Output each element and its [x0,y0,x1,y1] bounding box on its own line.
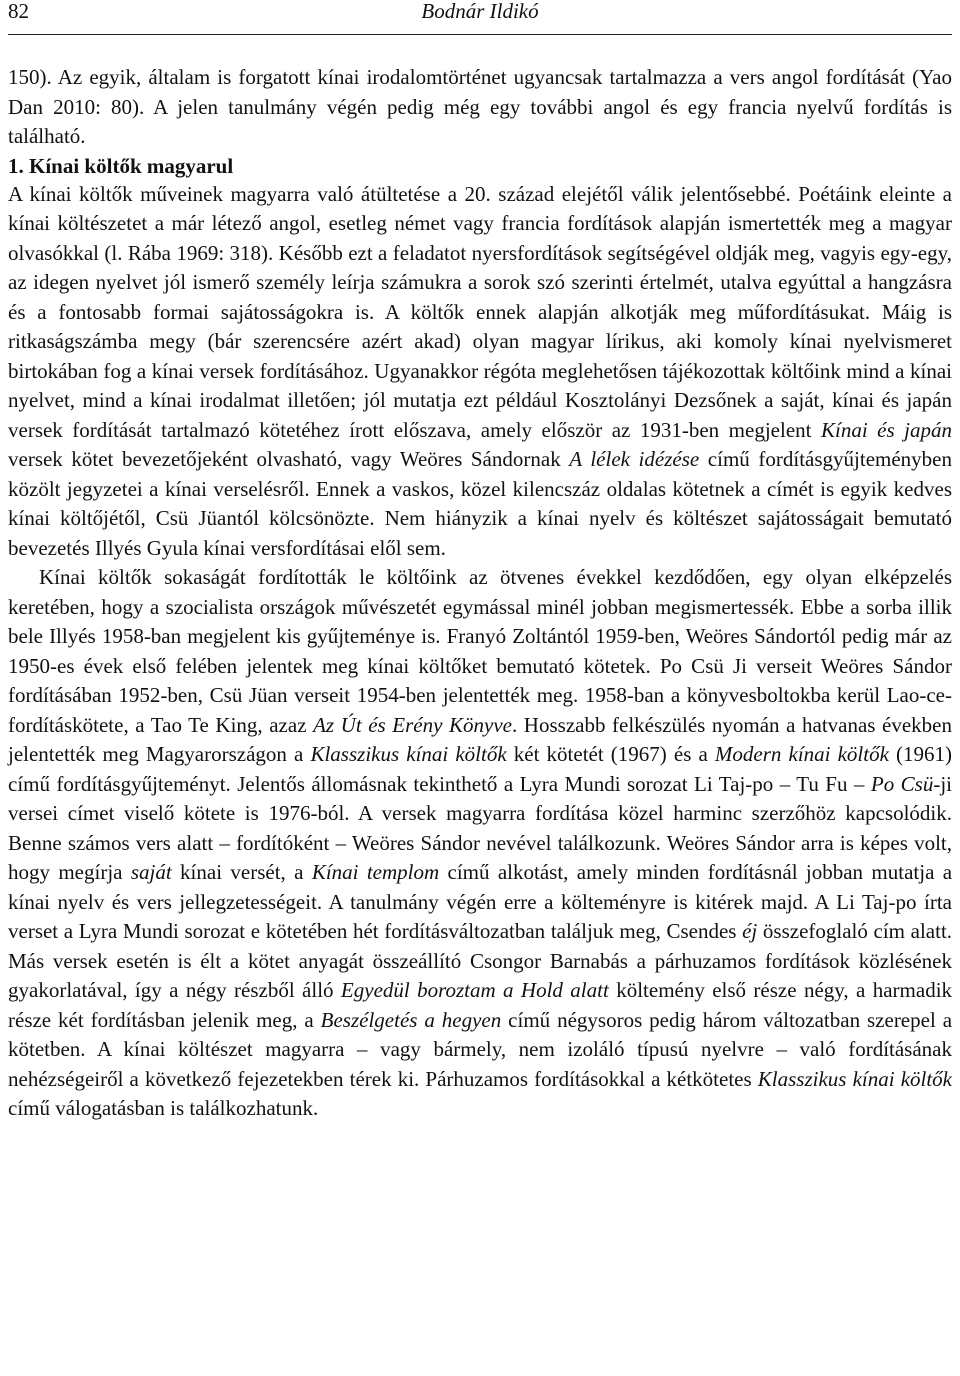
book-title-az-ut-es-ereny-konyve: Az Út és Erény Könyve [313,712,512,737]
poem-title-ej: éj [742,919,758,943]
paragraph-2-text-1: Kínai költők sokaságát fordították le költőink az ötvenes évekkel kezdődően, egy olyan elképzelés keretében, hogy a szocialista országok művészetét egymással minél jobban megismertessék. Ebbe a sorba illik bele Illyés 1958-ban megjelent kis gyűjteménye is. Franyó Zoltántól 1959-ben, Weöres Sándortól pedig már az 1950-es évek első felében jelentek meg kínai költőket bemutató kötetek. Po Csü Ji verseit Weöres Sándor fordításában 1952-ben, Csü Jüan verseit 1954-ben jelentették meg. 1958-ban a könyvesboltokba kerül Lao-ce-fordításkötete, a Tao Te King, azaz [8,565,952,737]
paragraph-1-text-2: versek kötet bevezetőjeként olvasható, vagy Weöres Sándornak [8,447,561,471]
paragraph-2-text-2: . Hosszabb felkészülés nyomán a hatvanas években jelentették meg Magyarországon a [8,712,952,766]
paragraph-2-text-10: című négysoros pedig három változatban szerepel a kötetben. A kínai költészet magyarra – vagy bármely, nem izoláló típusú nyelvre – való fordításának nehézségeiről a következő fejezetekben térek ki. Párhuzamos fordításokkal a kétkötetes [8,1007,953,1091]
poem-title-egyedul-boroztam: Egyedül boroztam a Hold alatt [340,978,609,1002]
paragraph-1-text-3: című fordításgyűjteményben közölt jegyzetei a kínai verselésről. Ennek a vaskos, közel kilencszáz oldalas kötetnek a címét is egyik kedves kínai költőjétől, Csü Jüantól kölcsönözte. Nem hiányzik a kínai nyelv és költészet sajátosságait bemutató bevezetés Illyés Gyula kínai versfordításai elől sem. [8,447,952,560]
book-title-klasszikus-kinai-koltok: Klasszikus kínai költők [310,742,507,766]
emphasis-sajat: saját [130,860,172,884]
book-title-kinai-es-japan: Kínai és japán [821,417,953,442]
paragraph-2-text-5: -ji versei címet viselő kötete is 1976-ból. A versek magyarra fordítása közel harminc szerzőhöz kapcsolódik. Benne számos vers alatt – fordítóként – Weöres Sándor nevével találkozunk. Weöres Sándor arra is képes volt, hogy megírja [8,771,953,884]
page-number: 82 [8,0,29,23]
section-heading: 1. Kínai költők magyarul [8,153,234,178]
book-title-klasszikus-kinai-koltok-2: Klasszikus kínai költők [757,1066,952,1091]
paragraph-2-text-8: összefoglaló cím alatt. Más versek esetén is élt a kötet anyagát összeállító Csongor Barnabás a párhuzamos fordítások közlésének gyakorlatával, így a négy részből álló [8,919,953,1002]
paragraph-2-text-6: kínai versét, a [180,860,304,884]
body-text [8,63,952,1124]
paragraph-2 [8,563,952,1124]
document-page [8,0,952,1376]
paragraph-1 [8,180,952,564]
book-title-modern-kinai-koltok: Modern kínai költők [714,742,889,766]
book-title-a-lelek-idezese: A lélek idézése [569,447,700,471]
book-title-po-csu: Po Csü [870,771,934,796]
running-title-author: Bodnár Ildikó [421,0,539,23]
paragraph-2-text-9: költemény első része négy, a harmadik része két fordításban jelenik meg, a [8,978,953,1032]
paragraph-2-text-7: című alkotást, amely minden fordításnál jobban mutatja a kínai nyelv és vers jellegzetességeit. A tanulmány végén erre a költeményre is kitérek majd. A Li Taj-po írta verset a Lyra Mundi sorozat e kötetében hét fordításváltozatban találjuk meg, Csendes [8,860,953,943]
paragraph-1-text-1: A kínai költők műveinek magyarra való átültetése a 20. század elejétől válik jelentősebbé. Poétáink eleinte a kínai költészetet a már létező angol, esetleg német vagy francia fordítások alapján ismertették meg a magyar olvasókkal (l. Rába 1969: 318). Később ezt a feladatot nyersfordítások segítségével oldják meg, vagyis egy-egy, az idegen nyelvet jól ismerő személy leírja számukra a sorok szó szerinti értelmét, utalva egyúttal a hangzásra és a fontosabb formai sajátosságokra is. A költők ennek alapján alkotják meg műfordításukat. Máig is ritkaságszámba megy (bár szerencsére azért akad) olyan magyar lírikus, aki komoly kínai nyelvismeret birtokában fog a kínai versek fordításához. Ugyanakkor régóta meglehetősen tájékozottak költőink mind a kínai nyelvet, mind a kínai irodalmat illetően; jól mutatja ezt például Kosztolányi Dezsőnek a saját, kínai és japán versek fordítását tartalmazó kötetéhez írott előszava, amely először az 1931-ben megjelent [8,181,952,442]
paragraph-2-text-11: című válogatásban is találkozhatunk. [8,1096,319,1120]
poem-title-beszelgetes-a-hegyen: Beszélgetés a hegyen [320,1007,502,1032]
poem-title-kinai-templom: Kínai templom [311,860,440,884]
paragraph-2-text-4: (1961) című fordításgyűjteményt. Jelentős állomásnak tekinthető a Lyra Mundi sorozat Li Taj-po – Tu Fu – [8,742,953,796]
paragraph-2-text-3: két kötetét (1967) és a [513,742,708,766]
paragraph-intro: 150). Az egyik, általam is forgatott kínai irodalomtörténet ugyancsak tartalmazza a vers angol fordítását (Yao Dan 2010: 80). A jelen tanulmány végén pedig még egy további angol és egy francia nyelvű fordítás is található. [8,65,952,148]
running-header [8,0,952,35]
